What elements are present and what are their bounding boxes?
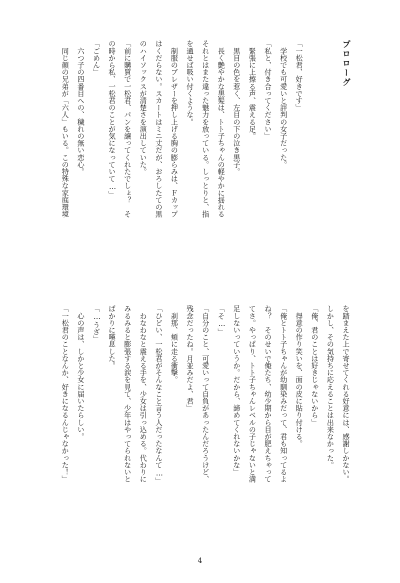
text-line: 得意の作り笑いを、面の皮に貼り付ける。 [295,305,305,447]
text-line: 「そ…」 [217,305,227,336]
text-line: 制服のブレザーを押し上げる胸の膨らみは、Ｆカップ [170,40,180,218]
text-line: 「俺とトト子ちゃんが幼馴染みだって、君も知ってるよ [279,305,289,483]
page-number: 4 [197,557,203,565]
text-line: 「私と、付き合ってください」 [264,40,274,140]
lower-text-block [58,305,354,545]
text-line: 「ごめん」 [92,40,102,76]
text-line: てさ。やっぱり、トト子ちゃんレベルの子じゃないと満 [248,305,258,483]
text-line: 「俺、君のことは好きじゃないから」 [310,305,320,426]
text-line: ね？ そのせいで俺たち、幼少期から目が肥えちゃって [264,305,274,483]
text-line: 「一松君、好きです」 [295,40,305,111]
text-line: わなわなと震える手を、少女は引っ込める。代わりに [139,305,149,483]
text-line: 足しないっていうか。だから、諦めてくれないかな」 [232,305,242,476]
text-line: 刹那、頬に走る衝撃。 [170,305,180,384]
text-line: 「自分のこと、可愛いって自負があったんだろうけど、 [201,305,211,483]
text-line: 残念だったね。月並みだよ、君」 [186,305,196,412]
title-spacer [323,40,339,282]
text-line: 「前に購買で一松君、パンを譲ってくれたでしょ？ そ [123,40,133,218]
text-line: を踏まえた上で寄せてくれる好意には、感謝しかない。 [342,305,351,483]
text-line: 「…うざ」 [92,305,102,343]
text-line: 同じ顔の兄弟が「六人」もいる。この特殊な家庭環境 [61,40,71,218]
upper-text-block [58,40,354,282]
text-line: みるみると膨張する涙を見て、少年はやってられないと [123,305,133,483]
text-line: しかし、その気持ちに応えることは出来なかった。 [326,305,336,469]
text-line: 黒目の色を惹く、左目の下の泣き黒子。 [232,40,242,175]
text-line: のハイソックスが清楚さを演出していた。 [139,40,149,175]
text-line: ばかりに嘆息した。 [108,305,118,369]
text-line: それとはまた違った魅力を放っている。しっとりと、指 [201,40,211,218]
text-line: の時から私、一松君のことが気になっていて…」 [108,40,118,199]
text-line: 長く艶やかな黒髪は、トト子ちゃんの軽やかに揺れる [217,40,227,218]
text-line: 六つ子の四番目への、穢れの無い恋心。 [76,40,86,175]
text-line: 「一松君のことなんか、好きになるんじゃなかった！」 [61,305,71,483]
text-line: はくだらない。スカートはミニ丈だが、おろしたての黒 [154,40,164,218]
title-spacer-2 [307,40,323,282]
text-line: 緊張に上擦る声、震える足。 [248,40,258,140]
text-line: 「ひどい、一松君がそんなこと言う人だったなんて…」 [154,305,164,485]
text-line: を通せば吸い付くような。 [186,40,196,126]
text-line: 学校でも可愛いと評判の女子だった。 [279,40,289,168]
chapter-title: プロローグ [342,40,352,87]
text-line: 心の声は、しかと少女に届いたらしい。 [76,305,86,440]
